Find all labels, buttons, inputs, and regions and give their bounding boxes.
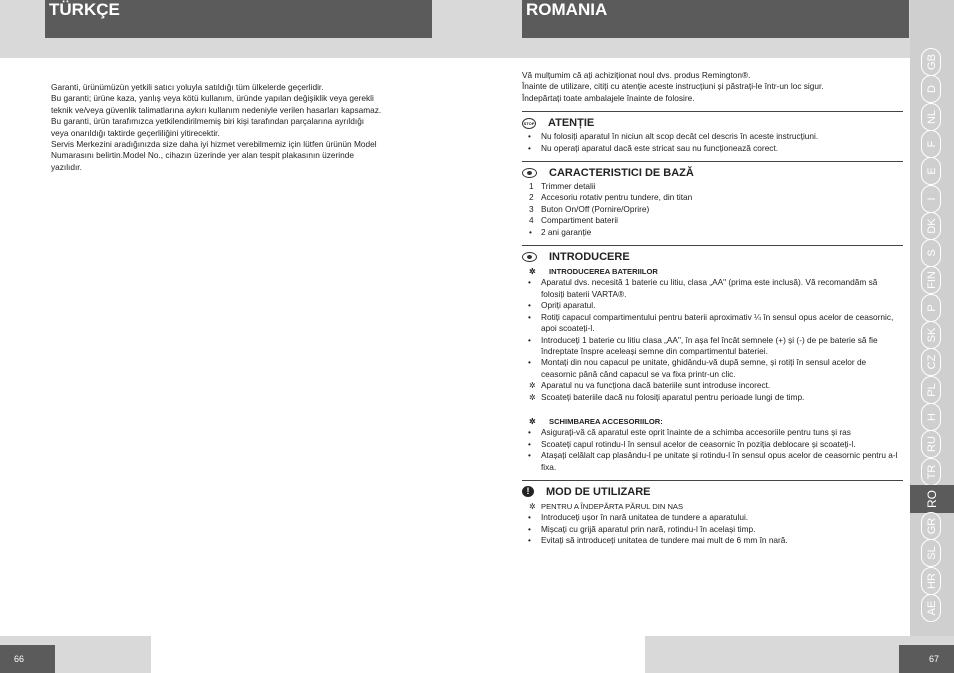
language-tab-i[interactable] [921,185,941,213]
language-tab-s[interactable] [921,239,941,267]
subheading-accesorii: ✲ SCHIMBAREA ACCESORIILOR: [522,416,903,427]
language-code: P [926,304,938,312]
warranty-line: Bu garanti, ürün tarafımızca yetkilendirilmemiş biri kişi tarafından parçalarına ayrıldığı [51,116,365,127]
warning-icon: ! [522,486,534,497]
list-item: • Evitați să introduceți unitatea de tundere mai mult de 6 mm în nară. [522,535,903,546]
intro-line: Îndepărtați toate ambalajele înainte de folosire. [522,92,695,103]
subheading-baterii: ✲ INTRODUCEREA BATERIILOR [522,266,903,277]
eye-icon [522,252,537,262]
section-title: ATENȚIE [548,117,595,130]
feature-number: 2 [529,192,534,203]
language-tab-dk[interactable] [921,212,941,240]
language-tab-tr[interactable] [921,458,941,486]
feature-text: Compartiment baterii [541,215,619,226]
section-atentie [522,111,903,154]
section-heading [522,116,903,130]
language-code: F [926,140,938,148]
feature-item [522,192,903,203]
page-title-romania: ROMANIA [522,0,909,38]
warranty-line: Garanti, ürünümüzün yetkili satıcı yoluyla satıldığı tüm ülkelerde geçerlidir. [51,82,324,92]
section-introducere [522,245,903,473]
subheading-nas: ✲ PENTRU A ÎNDEPĂRTA PĂRUL DIN NAS [522,501,903,512]
section-heading [522,485,903,499]
stop-icon: STOP [522,118,536,129]
list-item: • Scoateți capul rotindu-l în sensul acelor de ceasornic în poziția deblocare și scoateți-l. [522,439,903,450]
warranty-line: teknik ve/veya güvenlik talimatlarına aykırı kullanım nedeniyle verilen hasarları kapsamaz. [51,104,382,115]
language-code: HR [926,572,938,589]
romanian-content [522,70,903,547]
language-tab-bar [910,0,954,636]
language-tab-p[interactable] [921,294,941,322]
section-title: INTRODUCERE [549,251,630,264]
language-code: DK [926,218,938,234]
language-code: S [926,249,938,257]
page-title-turkce: TÜRKÇE [45,0,432,38]
language-tab-f[interactable] [921,130,941,158]
feature-text: 2 ani garanție [541,226,592,237]
language-tab-ru[interactable] [921,430,941,458]
warranty-line: Bu garanti; ürüne kaza, yanlış veya kötü kullanım, üründe yapılan değişiklik veya gerekli [51,93,374,104]
language-code: SL [926,546,938,561]
language-code: RU [926,436,938,453]
feature-number: • [529,226,532,237]
feature-text: Trimmer detalii [541,181,596,192]
language-code: GB [926,54,938,70]
list-item: • Atașați celălalt cap plasându-l pe unitate și rotindu-l în sensul opus acelor de ceasornic pentru a-l fixa. [522,450,903,473]
warranty-line: Numarasını belirtin.Model No., cihazın üzerinde yer alan tespit plakasının üzerinde [51,150,354,161]
list-item: • Introduceți ușor în nară unitatea de tundere a aparatului. [522,512,903,523]
footer-left [0,636,151,673]
language-code: NL [926,109,938,124]
language-code: FIN [926,271,938,290]
language-tab-fin[interactable] [921,266,941,294]
warranty-line: yazılıdır. [51,161,82,172]
language-code: AE [926,600,938,616]
feature-number: 3 [529,203,534,214]
section-title: CARACTERISTICI DE BAZĂ [549,167,694,180]
feature-item [522,181,903,192]
list-item: • Aparatul dvs. necesită 1 baterie cu litiu, clasa „AA" (prima este inclusă). Vă recomandăm să folosiți baterii VARTA®. [522,277,903,300]
list-item: • Introduceți 1 baterie cu litiu clasa „AA", în așa fel încât semnele (+) și (-) de pe baterie să fie îndreptate înspre aceleași semne din compartimentul bateriei. [522,335,903,358]
list-item: • Nu folosiți aparatul în niciun alt scop decât cel descris în aceste instrucțiuni. [522,131,903,142]
list-item: • Montați din nou capacul pe unitate, ghidându-vă după semne, și rotiți în sensul acelor de ceasornic până când capacul se va fixa printr-un clic. [522,357,903,380]
section-heading [522,166,903,180]
page-number-left: 66 [0,645,55,673]
feature-number: 1 [529,181,534,192]
intro-line: Înainte de utilizare, citiți cu atenție aceste instrucțiuni și păstrați-le într-un loc sigur. [522,81,824,92]
language-tab-ae[interactable] [921,594,941,622]
language-tab-nl[interactable] [921,103,941,131]
tip-item: ✲ Aparatul nu va funcționa dacă bateriile sunt introduse incorect. [522,380,903,391]
feature-text: Accesoriu rotativ pentru tundere, din titan [541,192,693,203]
language-tab-cz[interactable] [921,348,941,376]
language-code: TR [926,464,938,479]
warranty-line: veya onarıldığı taktirde geçerliliğini yitirecektir. [51,127,220,138]
language-code: H [926,412,938,421]
language-tab-gb[interactable] [921,48,941,76]
section-mod-de-utilizare [522,480,903,547]
footer-right [645,636,954,673]
language-code: E [926,167,938,175]
language-code: PL [926,382,938,397]
language-code: RO [925,489,939,508]
language-code: D [926,85,938,94]
language-code: SK [926,327,938,343]
tip-item: ✲ Scoateți bateriile dacă nu folosiți aparatul pentru perioade lungi de timp. [522,392,903,403]
language-code: I [926,196,938,201]
feature-item [522,204,903,215]
feature-item [522,227,903,238]
warranty-line: Servis Merkezini aradığınızda size daha iyi hizmet verebilmemiz için lütfen ürünün Model [51,139,377,150]
feature-item [522,215,903,226]
language-tab-ro[interactable] [910,485,954,513]
feature-text: Buton On/Off (Pornire/Oprire) [541,203,650,214]
romanian-intro [522,70,903,104]
language-code: GR [926,517,938,535]
list-item: • Opriți aparatul. [522,300,903,311]
section-title: MOD DE UTILIZARE [546,485,651,498]
eye-icon [522,168,537,178]
language-tab-e[interactable] [921,157,941,185]
list-item: • Mișcați cu grijă aparatul prin nară, rotindu-l în același timp. [522,524,903,535]
page-number-right: 67 [899,645,954,673]
intro-line: Vă mulțumim că ați achiziționat noul dvs. produs Remington®. [522,70,751,80]
list-item: • Rotiți capacul compartimentului pentru baterii aproximativ ¼ în sensul opus acelor de ceasornic, apoi scoateți-l. [522,312,903,335]
feature-number: 4 [529,215,534,226]
language-tab-pl[interactable] [921,376,941,404]
language-tab-gr[interactable] [921,512,941,540]
language-tab-d[interactable] [921,75,941,103]
language-tab-sk[interactable] [921,321,941,349]
list-item: • Nu operați aparatul dacă este stricat sau nu funcționează corect. [522,143,903,154]
section-heading [522,250,903,264]
section-caracteristici [522,161,903,238]
language-tab-sl[interactable] [921,539,941,567]
language-code: CZ [926,354,938,370]
language-tab-hr[interactable] [921,567,941,595]
turkish-warranty-text [51,82,426,173]
list-item: • Asigurați-vă că aparatul este oprit înainte de a schimba accesoriile pentru tuns și ras [522,427,903,438]
language-tab-h[interactable] [921,403,941,431]
